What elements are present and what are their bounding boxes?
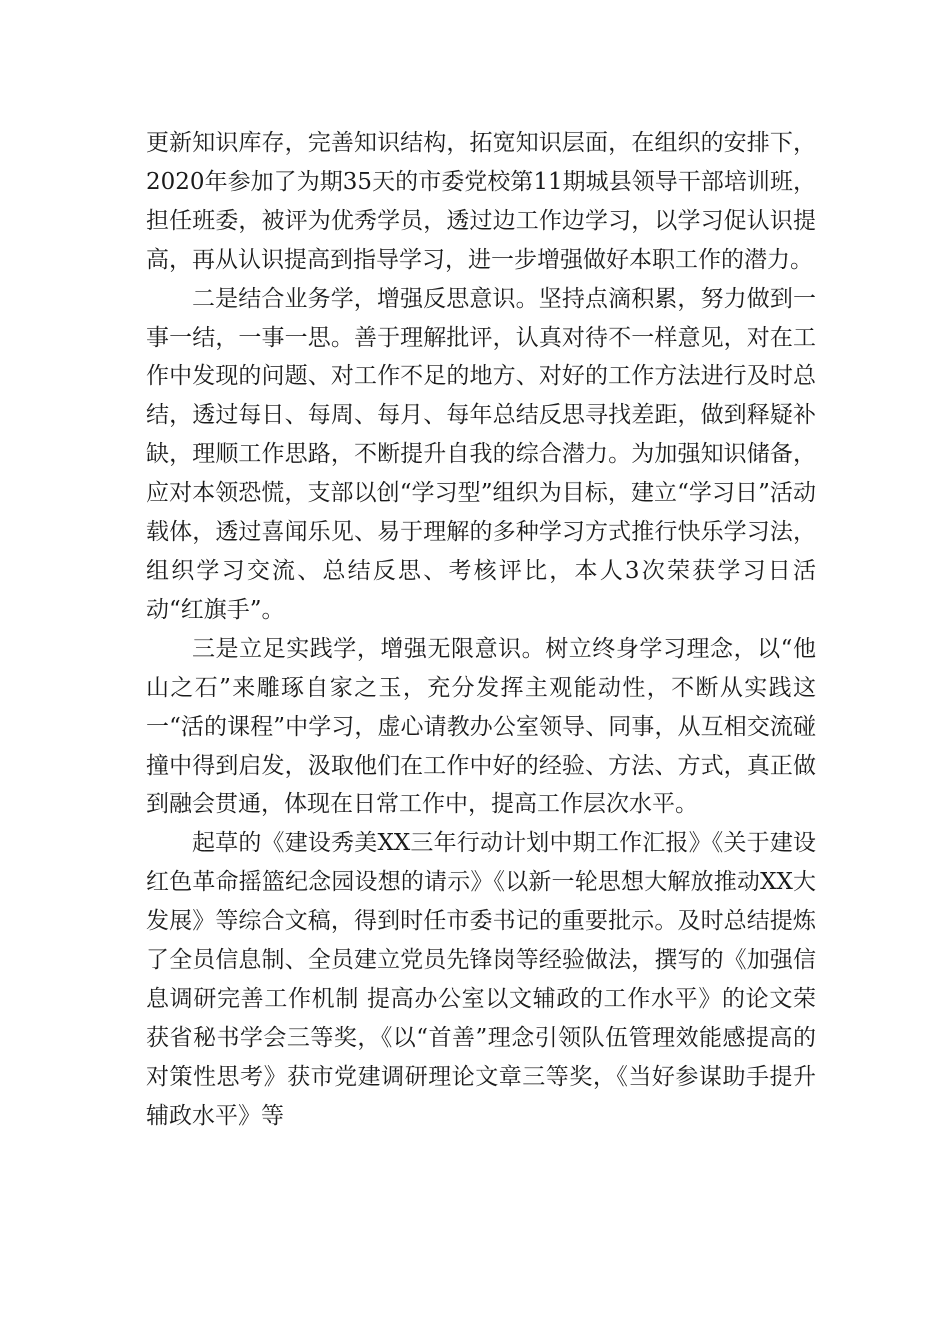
body-text (146, 124, 816, 1136)
paragraph-drafting: 起草的《建设秀美XX三年行动计划中期工作汇报》《关于建设红色革命摇篮纪念园设想的请示》《以新一轮思想大解放推动XX大发展》等综合文稿，得到时任市委书记的重要批示。及时总结提炼了全员信息制、全员建立党员先锋岗等经验做法，撰写的《加强信息调研完善工作机制 提高办公室以文辅政的工作水平》的论文荣获省秘书学会三等奖，《以“首善”理念引领队伍管理效能感提高的对策性思考》获市党建调研理论文章三等奖，《当好参谋助手提升辅政水平》等 (146, 830, 816, 1129)
paragraph-reflection: 二是结合业务学，增强反思意识。坚持点滴积累，努力做到一事一结，一事一思。善于理解批评，认真对待不一样意见，对在工作中发现的问题、对工作不足的地方、对好的工作方法进行及时总结，透过每日、每周、每月、每年总结反思寻找差距，做到释疑补缺，理顺工作思路，不断提升自我的综合潜力。为加强知识储备，应对本领恐慌，支部以创“学习型”组织为目标，建立“学习日”活动载体，透过喜闻乐见、易于理解的多种学习方式推行快乐学习法，组织学习交流、总结反思、考核评比，本人3次荣获学习日活动“红旗手”。 (146, 285, 816, 623)
paragraph-continuation: 更新知识库存，完善知识结构，拓宽知识层面，在组织的安排下，2020年参加了为期35天的市委党校第11期城县领导干部培训班，担任班委，被评为优秀学员，透过边工作边学习，以学习促认识提高，再从认识提高到指导学习，进一步增强做好本职工作的潜力。 (146, 130, 816, 273)
paragraph-practice: 三是立足实践学，增强无限意识。树立终身学习理念，以“他山之石”来雕琢自家之玉，充分发挥主观能动性，不断从实践这一“活的课程”中学习，虚心请教办公室领导、同事，从互相交流碰撞中得到启发，汲取他们在工作中好的经验、方法、方式，真正做到融会贯通，体现在日常工作中，提高工作层次水平。 (146, 635, 816, 818)
